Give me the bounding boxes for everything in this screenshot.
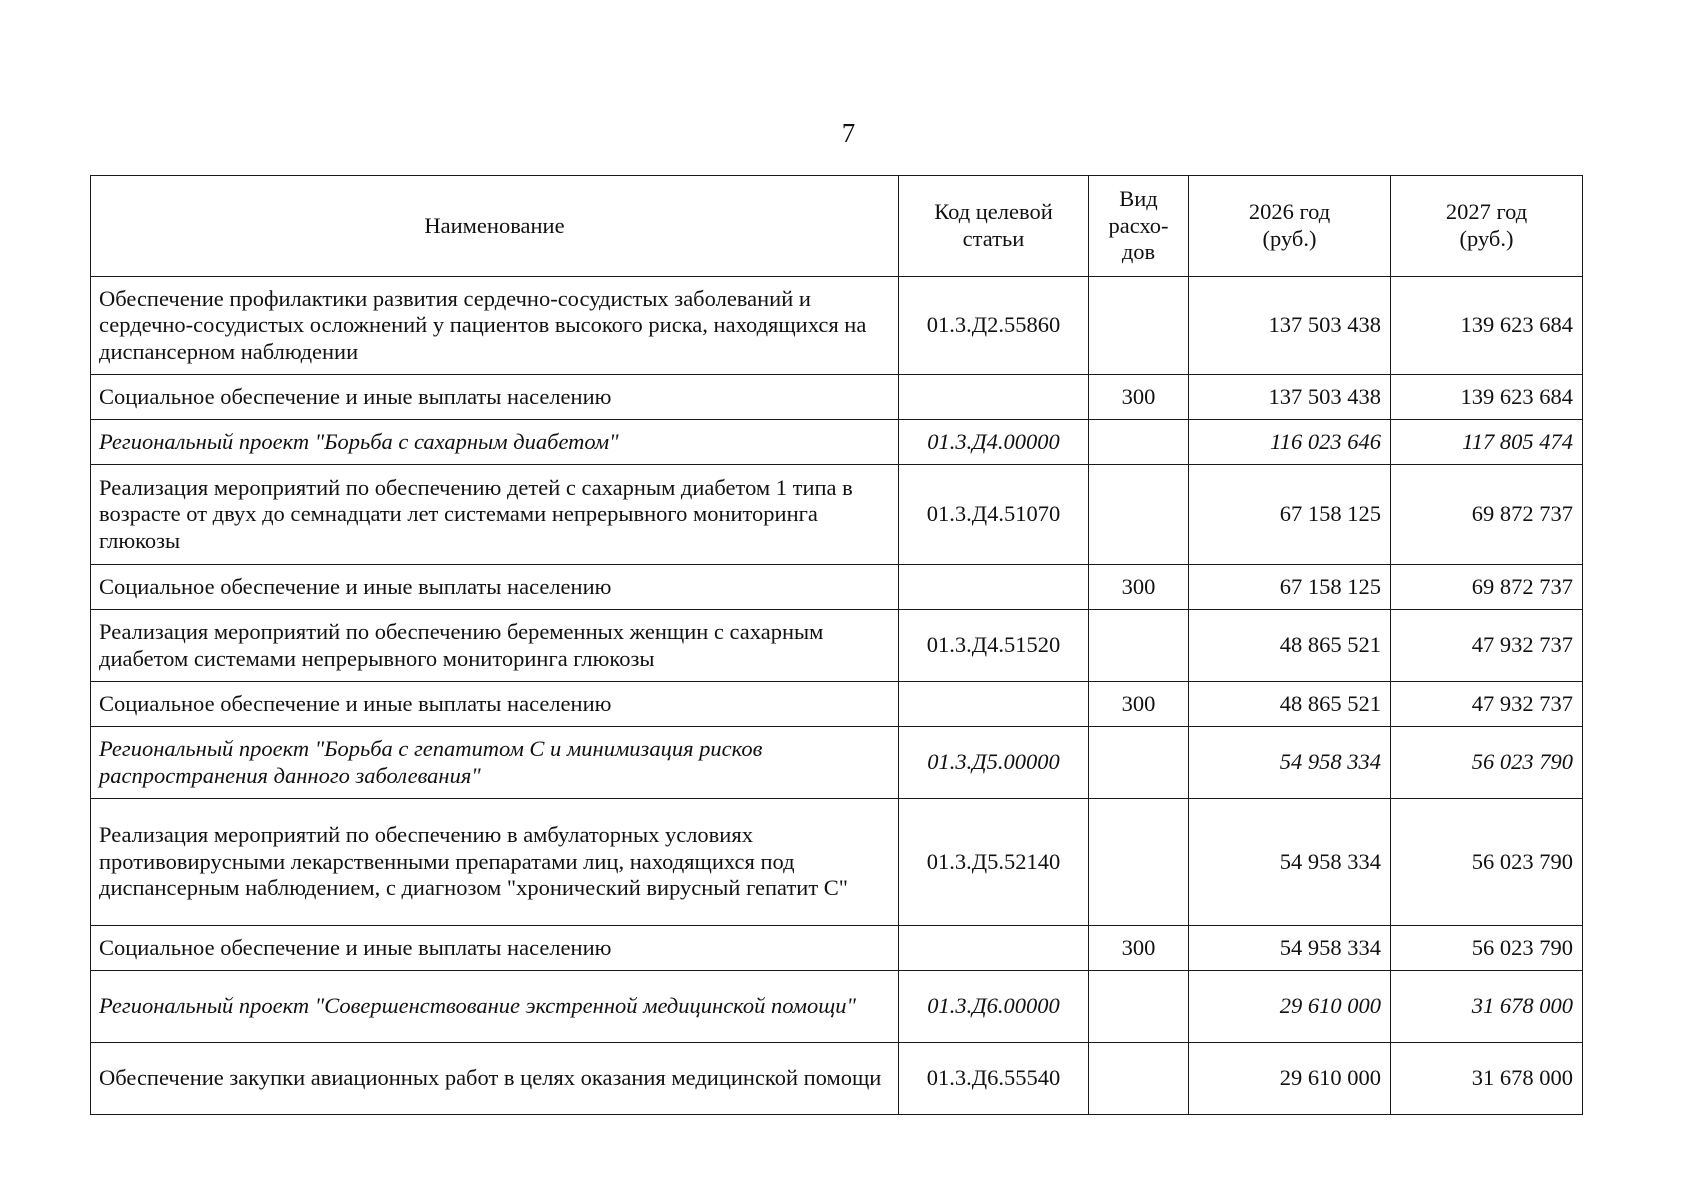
row-code: 01.3.Д4.51070 — [899, 465, 1089, 565]
row-name: Региональный проект "Борьба с гепатитом С и минимизация рисков распространения данного заболевания" — [91, 727, 899, 799]
row-name: Региональный проект "Борьба с сахарным диабетом" — [91, 420, 899, 465]
row-expense-type: 300 — [1089, 375, 1189, 420]
row-expense-type — [1089, 465, 1189, 565]
table-row — [91, 420, 1583, 465]
header-type-line: дов — [1121, 239, 1156, 265]
row-amount-2026: 54 958 334 — [1189, 799, 1391, 926]
header-name: Наименование — [91, 176, 899, 277]
row-name: Социальное обеспечение и иные выплаты населению — [91, 375, 899, 420]
row-amount-2027: 31 678 000 — [1391, 1043, 1583, 1115]
header-code-line: статьи — [962, 226, 1025, 251]
row-amount-2027: 69 872 737 — [1391, 465, 1583, 565]
header-code-line: Код целевой — [934, 199, 1053, 225]
row-name: Реализация мероприятий по обеспечению беременных женщин с сахарным диабетом системами непрерывного мониторинга глюкозы — [91, 610, 899, 682]
row-code — [899, 565, 1089, 610]
row-amount-2026: 54 958 334 — [1189, 926, 1391, 971]
table-row — [91, 971, 1583, 1043]
row-amount-2026: 54 958 334 — [1189, 727, 1391, 799]
row-amount-2027: 117 805 474 — [1391, 420, 1583, 465]
row-amount-2026: 116 023 646 — [1189, 420, 1391, 465]
row-amount-2027: 69 872 737 — [1391, 565, 1583, 610]
row-expense-type: 300 — [1089, 565, 1189, 610]
row-code: 01.3.Д6.00000 — [899, 971, 1089, 1043]
row-expense-type — [1089, 971, 1189, 1043]
row-name: Региональный проект "Совершенствование экстренной медицинской помощи" — [91, 971, 899, 1043]
header-year1-line: 2026 год — [1248, 199, 1331, 225]
table-row — [91, 565, 1583, 610]
header-year2-line: 2027 год — [1445, 199, 1528, 225]
row-amount-2026: 29 610 000 — [1189, 971, 1391, 1043]
row-name: Социальное обеспечение и иные выплаты населению — [91, 926, 899, 971]
row-code: 01.3.Д2.55860 — [899, 277, 1089, 375]
row-code — [899, 375, 1089, 420]
row-amount-2026: 29 610 000 — [1189, 1043, 1391, 1115]
row-amount-2026: 48 865 521 — [1189, 682, 1391, 727]
row-name: Реализация мероприятий по обеспечению детей с сахарным диабетом 1 типа в возрасте от двух до семнадцати лет системами непрерывного мониторинга глюкозы — [91, 465, 899, 565]
row-code: 01.3.Д5.00000 — [899, 727, 1089, 799]
row-amount-2027: 56 023 790 — [1391, 799, 1583, 926]
row-amount-2026: 67 158 125 — [1189, 565, 1391, 610]
row-code: 01.3.Д4.51520 — [899, 610, 1089, 682]
row-amount-2026: 48 865 521 — [1189, 610, 1391, 682]
row-amount-2027: 47 932 737 — [1391, 682, 1583, 727]
row-amount-2027: 56 023 790 — [1391, 727, 1583, 799]
row-expense-type — [1089, 727, 1189, 799]
table-row — [91, 465, 1583, 565]
header-type-line: расхо- — [1108, 212, 1169, 238]
row-amount-2026: 137 503 438 — [1189, 375, 1391, 420]
row-amount-2027: 139 623 684 — [1391, 375, 1583, 420]
header-expense-type — [1089, 176, 1189, 277]
row-expense-type — [1089, 799, 1189, 926]
header-year2-line: (руб.) — [1459, 226, 1514, 251]
table-row — [91, 926, 1583, 971]
row-expense-type — [1089, 420, 1189, 465]
table-row — [91, 1043, 1583, 1115]
row-name: Обеспечение профилактики развития сердечно-сосудистых заболеваний и сердечно-сосудистых осложнений у пациентов высокого риска, находящихся на диспансерном наблюдении — [91, 277, 899, 375]
header-year-2026 — [1189, 176, 1391, 277]
row-name: Социальное обеспечение и иные выплаты населению — [91, 682, 899, 727]
row-code: 01.3.Д4.00000 — [899, 420, 1089, 465]
row-amount-2027: 47 932 737 — [1391, 610, 1583, 682]
row-code — [899, 682, 1089, 727]
table-row — [91, 799, 1583, 926]
row-amount-2027: 56 023 790 — [1391, 926, 1583, 971]
row-expense-type: 300 — [1089, 926, 1189, 971]
header-year-2027 — [1391, 176, 1583, 277]
row-name: Обеспечение закупки авиационных работ в целях оказания медицинской помощи — [91, 1043, 899, 1115]
header-type-line: Вид — [1119, 186, 1158, 212]
row-expense-type — [1089, 277, 1189, 375]
header-year1-line: (руб.) — [1262, 226, 1317, 251]
table-row — [91, 682, 1583, 727]
table-row — [91, 375, 1583, 420]
table-row — [91, 610, 1583, 682]
table-row — [91, 277, 1583, 375]
table-row — [91, 727, 1583, 799]
row-expense-type — [1089, 610, 1189, 682]
table-header-row — [91, 176, 1583, 277]
page-number: 7 — [841, 118, 856, 148]
row-amount-2027: 139 623 684 — [1391, 277, 1583, 375]
row-expense-type — [1089, 1043, 1189, 1115]
header-code — [899, 176, 1089, 277]
row-code: 01.3.Д6.55540 — [899, 1043, 1089, 1115]
row-code: 01.3.Д5.52140 — [899, 799, 1089, 926]
row-code — [899, 926, 1089, 971]
row-amount-2026: 137 503 438 — [1189, 277, 1391, 375]
row-name: Социальное обеспечение и иные выплаты населению — [91, 565, 899, 610]
budget-table — [90, 175, 1583, 1115]
row-amount-2027: 31 678 000 — [1391, 971, 1583, 1043]
row-expense-type: 300 — [1089, 682, 1189, 727]
row-name: Реализация мероприятий по обеспечению в амбулаторных условиях противовирусными лекарственными препаратами лиц, находящихся под диспансерным наблюдением, с диагнозом "хронический вирусный гепатит С" — [91, 799, 899, 926]
row-amount-2026: 67 158 125 — [1189, 465, 1391, 565]
